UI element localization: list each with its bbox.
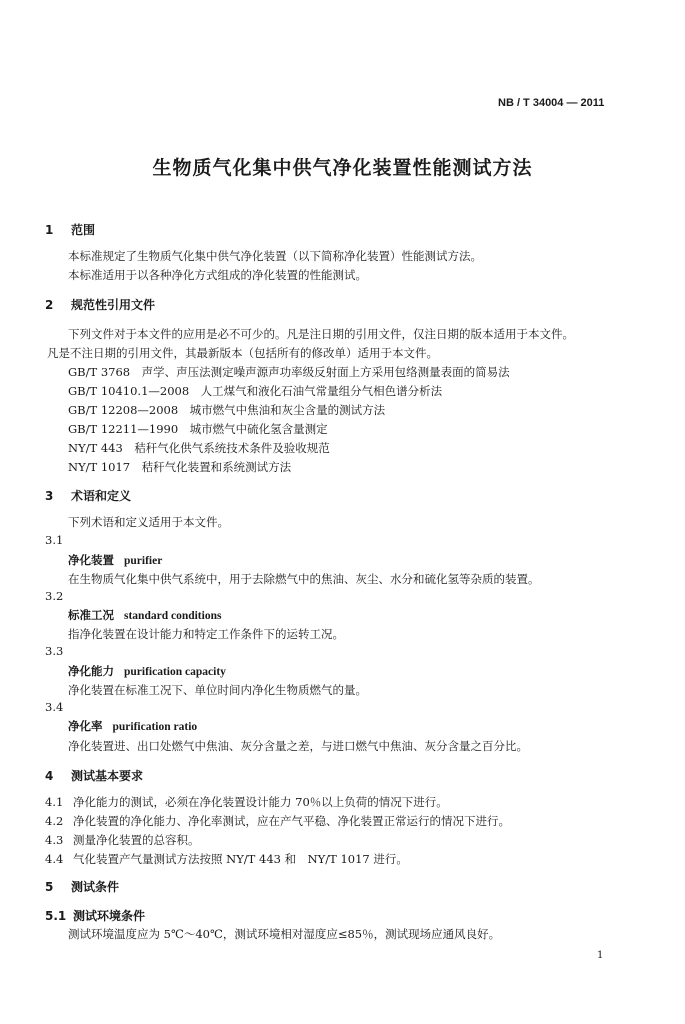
- term-zh: 净化装置: [68, 553, 114, 567]
- term-zh: 净化能力: [68, 664, 114, 678]
- paragraph: 本标准适用于以各种净化方式组成的净化装置的性能测试。: [68, 268, 367, 282]
- term-definition: 净化装置在标准工况下、单位时间内净化生物质燃气的量。: [68, 683, 367, 697]
- term-number: 3.3: [45, 644, 64, 658]
- reference-item: GB/T 12208—2008 城市燃气中焦油和灰尘含量的测试方法: [68, 403, 386, 417]
- subsection-title: 测试环境条件: [73, 909, 146, 923]
- section-4-heading: [45, 767, 143, 784]
- item-number: 4.3: [45, 833, 64, 847]
- section-title: 范围: [71, 223, 96, 237]
- section-3-heading: [45, 487, 131, 504]
- term-number: 3.2: [45, 589, 64, 603]
- list-item: [45, 794, 448, 810]
- section-number: 3: [45, 489, 54, 503]
- term-definition: 指净化装置在设计能力和特定工作条件下的运转工况。: [68, 627, 344, 641]
- term-title: [68, 663, 226, 679]
- reference-item: NY/T 443 秸秆气化供气系统技术条件及验收规范: [68, 441, 330, 455]
- section-title: 测试基本要求: [71, 769, 144, 783]
- term-definition: 净化装置进、出口处燃气中焦油、灰分含量之差，与进口燃气中焦油、灰分含量之百分比。: [68, 739, 528, 753]
- page-number: 1: [597, 950, 604, 961]
- paragraph: 下列术语和定义适用于本文件。: [68, 515, 229, 529]
- section-number: 4: [45, 769, 54, 783]
- section-1-heading: [45, 221, 95, 238]
- section-2-heading: [45, 296, 155, 313]
- term-zh: 净化率: [68, 719, 103, 733]
- term-en: standard conditions: [124, 610, 222, 622]
- term-en: purification ratio: [112, 721, 198, 733]
- subsection-number: 5.1: [45, 909, 67, 923]
- item-text: 测量净化装置的总容积。: [73, 833, 200, 847]
- section-number: 1: [45, 223, 54, 237]
- term-number: 3.4: [45, 700, 64, 714]
- reference-item: GB/T 10410.1—2008 人工煤气和液化石油气常量组分气相色谱分析法: [68, 384, 443, 398]
- section-number: 2: [45, 298, 54, 312]
- section-title: 测试条件: [71, 880, 120, 894]
- term-title: [68, 718, 197, 734]
- term-title: [68, 552, 162, 568]
- section-number: 5: [45, 880, 54, 894]
- standard-number: NB / T 34004 — 2011: [498, 97, 605, 109]
- reference-item: NY/T 1017 秸秆气化装置和系统测试方法: [68, 460, 292, 474]
- term-number: 3.1: [45, 533, 64, 547]
- section-title: 术语和定义: [71, 489, 132, 503]
- section-5-heading: [45, 878, 119, 895]
- item-text: 净化装置的净化能力、净化率测试，应在产气平稳、净化装置正常运行的情况下进行。: [73, 814, 510, 828]
- term-title: [68, 607, 221, 623]
- term-en: purifier: [124, 555, 163, 567]
- list-item: [45, 851, 408, 867]
- paragraph: 本标准规定了生物质气化集中供气净化装置（以下简称净化装置）性能测试方法。: [68, 249, 482, 263]
- item-number: 4.4: [45, 852, 64, 866]
- paragraph: 测试环境温度应为 5℃～40℃，测试环境相对湿度应≤85％，测试现场应通风良好。: [68, 927, 501, 941]
- item-number: 4.1: [45, 795, 64, 809]
- term-definition: 在生物质气化集中供气系统中，用于去除燃气中的焦油、灰尘、水分和硫化氢等杂质的装置。: [68, 572, 540, 586]
- list-item: [45, 813, 510, 829]
- document-title: 生物质气化集中供气净化装置性能测试方法: [152, 157, 533, 179]
- reference-item: GB/T 12211—1990 城市燃气中硫化氢含量测定: [68, 422, 328, 436]
- paragraph: 下列文件对于本文件的应用是必不可少的。凡是注日期的引用文件，仅注日期的版本适用于本文件。: [68, 327, 574, 341]
- list-item: [45, 832, 200, 848]
- paragraph: 凡是不注日期的引用文件，其最新版本（包括所有的修改单）适用于本文件。: [47, 346, 438, 360]
- item-text: 净化能力的测试，必须在净化装置设计能力 70％以上负荷的情况下进行。: [73, 795, 448, 809]
- term-zh: 标准工况: [68, 608, 114, 622]
- item-text: 气化装置产气量测试方法按照 NY/T 443 和 NY/T 1017 进行。: [73, 852, 408, 866]
- subsection-5-1-heading: [45, 907, 145, 924]
- reference-item: GB/T 3768 声学、声压法测定噪声源声功率级反射面上方采用包络测量表面的简易法: [68, 365, 510, 379]
- term-en: purification capacity: [124, 666, 226, 678]
- section-title: 规范性引用文件: [71, 298, 156, 312]
- item-number: 4.2: [45, 814, 64, 828]
